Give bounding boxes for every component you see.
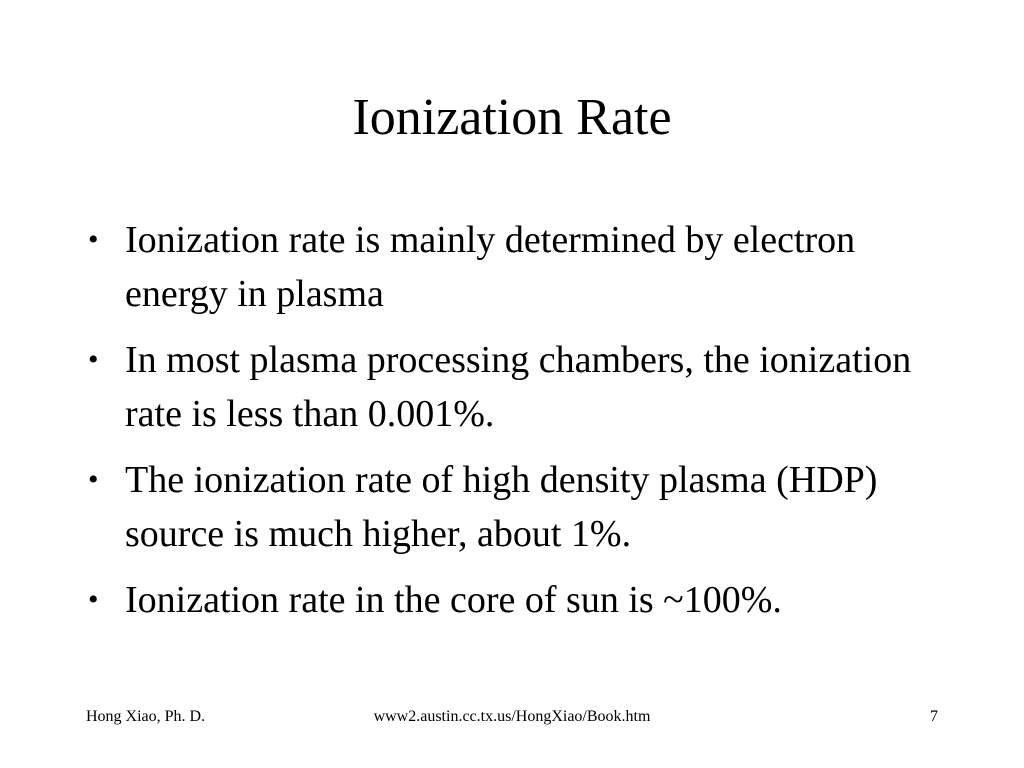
bullet-icon: • [88, 343, 99, 376]
footer-page-number: 7 [930, 708, 938, 725]
bullet-icon: • [88, 583, 99, 616]
footer-author: Hong Xiao, Ph. D. [86, 708, 206, 725]
bullet-item [85, 213, 945, 321]
bullet-item [85, 453, 945, 561]
footer-url: www2.austin.cc.tx.us/HongXiao/Book.htm [373, 708, 651, 725]
bullet-list [85, 213, 945, 639]
slide-title: Ionization Rate [352, 89, 672, 146]
bullet-text: In most plasma processing chambers, the ionization rate is less than 0.001%. [125, 339, 912, 435]
bullet-item [85, 333, 945, 441]
bullet-icon: • [88, 463, 99, 496]
bullet-text: Ionization rate is mainly determined by electron energy in plasma [125, 219, 856, 315]
bullet-icon: • [88, 223, 99, 256]
bullet-item [85, 573, 945, 627]
bullet-text: Ionization rate in the core of sun is ~100%. [125, 579, 782, 621]
bullet-text: The ionization rate of high density plasma (HDP) source is much higher, about 1%. [125, 459, 878, 555]
